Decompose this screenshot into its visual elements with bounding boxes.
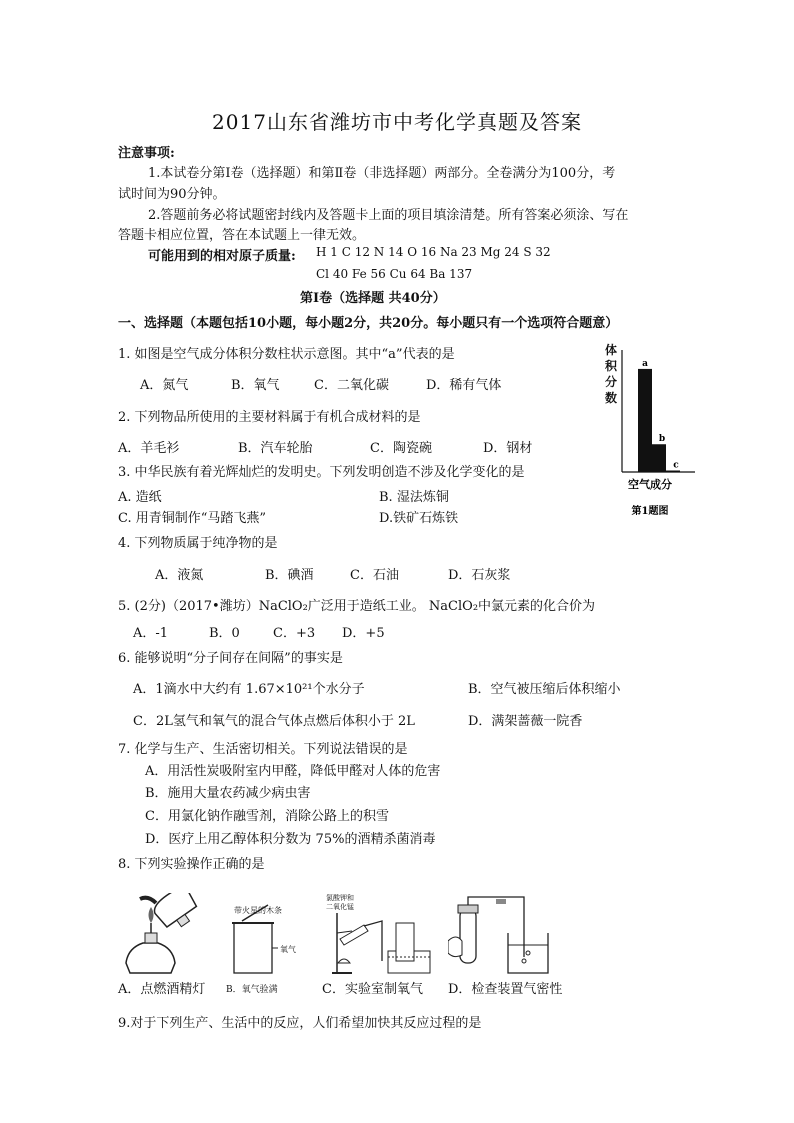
q9-stem: 9.对于下列生产、生活中的反应，人们希望加快其反应过程的是 bbox=[118, 1016, 482, 1031]
q8-stem: 8. 下列实验操作正确的是 bbox=[118, 857, 265, 872]
q7-option-a: A．用活性炭吸附室内甲醛，降低甲醛对人体的危害 bbox=[145, 764, 441, 779]
chart-bar-label-a: a bbox=[642, 358, 648, 369]
page-title: 2017山东省潍坊市中考化学真题及答案 bbox=[212, 110, 582, 134]
q1-option-d: D．稀有气体 bbox=[426, 378, 502, 393]
q8-option-c: C．实验室制氧气 bbox=[322, 982, 423, 997]
q6-option-c: C．2L氢气和氧气的混合气体点燃后体积小于 2L bbox=[133, 714, 415, 729]
q8-option-d: D．检查装置气密性 bbox=[448, 982, 563, 997]
chart-bar-label-c: c bbox=[673, 460, 679, 471]
q1-option-c: C．二氧化碳 bbox=[314, 378, 389, 393]
q2-option-d: D．钢材 bbox=[483, 441, 533, 456]
q6-option-b: B．空气被压缩后体积缩小 bbox=[468, 682, 621, 697]
q4-option-b: B．碘酒 bbox=[265, 568, 314, 583]
airtightness-figure bbox=[448, 893, 560, 975]
notes-line-2a: 2.答题前务必将试题密封线内及答题卡上面的项目填涂清楚。所有答案必须涂、写在 bbox=[148, 208, 629, 223]
fig-c-label-reagent-2: 二氧化锰 bbox=[326, 903, 354, 911]
q3-option-b: B. 湿法炼铜 bbox=[379, 490, 449, 505]
q3-option-c: C. 用青铜制作“马踏飞燕” bbox=[118, 511, 267, 526]
q5-stem: 5. (2分)（2017•潍坊）NaClO₂广泛用于造纸工业。 NaClO₂中氯元素的化合价为 bbox=[118, 599, 596, 614]
q3-stem: 3. 中华民族有着光辉灿烂的发明史。下列发明创造不涉及化学变化的是 bbox=[118, 465, 525, 480]
chart-y-label: 体积分数 bbox=[605, 343, 618, 405]
q3-option-a: A. 造纸 bbox=[118, 490, 162, 505]
q6-option-d: D．满架蔷薇一院香 bbox=[468, 714, 583, 729]
q6-option-a: A．1滴水中大约有 1.67×10²¹个水分子 bbox=[133, 682, 365, 697]
q2-option-c: C．陶瓷碗 bbox=[370, 441, 432, 456]
q8-option-a: A．点燃酒精灯 bbox=[118, 982, 206, 997]
q8-option-b: B．氧气验满 bbox=[226, 985, 278, 995]
notes-heading: 注意事项: bbox=[118, 146, 175, 161]
chart-caption: 第1题图 bbox=[631, 506, 669, 517]
q1-stem: 1. 如图是空气成分体积分数柱状示意图。其中“a”代表的是 bbox=[118, 347, 455, 362]
q7-option-d: D．医疗上用乙醇体积分数为 75%的酒精杀菌消毒 bbox=[145, 832, 436, 847]
q4-option-a: A．液氮 bbox=[155, 568, 204, 583]
chart-bar-label-b: b bbox=[658, 434, 666, 445]
q7-stem: 7. 化学与生产、生活密切相关。下列说法错误的是 bbox=[118, 742, 408, 757]
q5-option-a: A．-1 bbox=[133, 626, 169, 641]
q3-option-d: D.铁矿石炼铁 bbox=[379, 511, 459, 526]
q1-option-b: B．氧气 bbox=[231, 378, 280, 393]
q7-option-c: C．用氯化钠作融雪剂，消除公路上的积雪 bbox=[145, 809, 389, 824]
q4-option-d: D．石灰浆 bbox=[448, 568, 511, 583]
part-1-heading: 第Ⅰ卷（选择题 共40分） bbox=[300, 291, 446, 306]
q7-option-b: B．施用大量农药减少病虫害 bbox=[145, 786, 311, 801]
chart-bar-b bbox=[652, 444, 666, 472]
atomic-mass-label: 可能用到的相对原子质量: bbox=[148, 249, 296, 264]
q5-option-c: C．+3 bbox=[273, 626, 316, 641]
q4-option-c: C．石油 bbox=[350, 568, 399, 583]
q5-option-b: B．0 bbox=[209, 626, 240, 641]
q1-option-a: A．氮气 bbox=[140, 378, 189, 393]
atomic-mass-line-1: H 1 C 12 N 14 O 16 Na 23 Mg 24 S 32 bbox=[316, 245, 551, 259]
fig-b-label-oxygen: 氧气 bbox=[280, 945, 296, 954]
fig-b-label-splint: 带火星的木条 bbox=[234, 906, 282, 915]
q2-stem: 2. 下列物品所使用的主要材料属于有机合成材料的是 bbox=[118, 410, 421, 425]
notes-line-1b: 试时间为90分钟。 bbox=[118, 187, 226, 202]
notes-line-1a: 1.本试卷分第Ⅰ卷（选择题）和第Ⅱ卷（非选择题）两部分。全卷满分为100分，考 bbox=[148, 166, 616, 181]
q5-option-d: D．+5 bbox=[342, 626, 385, 641]
alcohol-lamp-figure bbox=[118, 893, 208, 975]
fig-c-label-reagent-1: 氯酸钾和 bbox=[326, 894, 354, 902]
q4-stem: 4. 下列物质属于纯净物的是 bbox=[118, 536, 278, 551]
q2-option-b: B．汽车轮胎 bbox=[238, 441, 313, 456]
section-1-heading: 一、选择题（本题包括10小题，每小题2分，共20分。每小题只有一个选项符合题意） bbox=[118, 316, 619, 331]
chart-bar-a bbox=[638, 369, 652, 472]
chart-bar-c bbox=[666, 471, 680, 473]
q2-option-a: A．羊毛衫 bbox=[118, 441, 180, 456]
notes-line-2b: 答题卡相应位置，答在本试题上一律无效。 bbox=[118, 228, 366, 243]
atomic-mass-line-2: Cl 40 Fe 56 Cu 64 Ba 137 bbox=[316, 267, 473, 281]
q6-stem: 6. 能够说明“分子间存在间隔”的事实是 bbox=[118, 651, 343, 666]
chart-x-label: 空气成分 bbox=[628, 478, 672, 491]
